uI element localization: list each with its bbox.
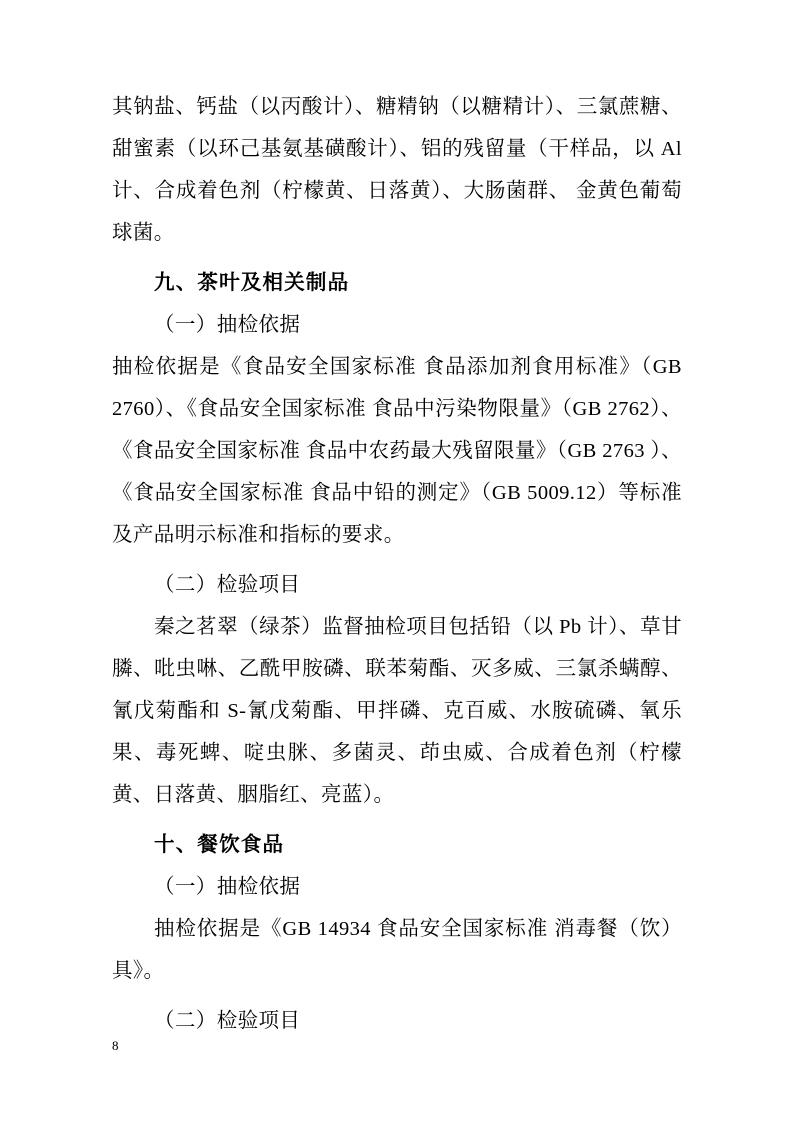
section-heading-catering: 十、餐饮食品 (154, 834, 285, 856)
subheading-tea-items: （二）检验项目 (154, 574, 301, 596)
paragraph-continuation: 其钠盐、钙盐（以丙酸计）、糖精钠（以糖精计）、三氯蔗糖、甜蜜素（以环己基氨基磺酸计）、铝的残留量（干样品，以 Al 计、合成着色剂（柠檬黄、日落黄）、大肠菌群、 金黄色葡萄球菌。 (112, 96, 682, 244)
paragraph-catering-basis: 抽检依据是《GB 14934 食品安全国家标准 消毒餐（饮）具》。 (112, 918, 682, 982)
paragraph-tea-items: 秦之茗翠（绿茶）监督抽检项目包括铅（以 Pb 计）、草甘膦、吡虫啉、乙酰甲胺磷、联苯菊酯、灭多威、三氯杀螨醇、氰戊菊酯和 S-氰戊菊酯、甲拌磷、克百威、水胺硫磷、氧乐果、毒死蜱、啶虫脒、多菌灵、茚虫威、合成着色剂（柠檬黄、日落黄、胭脂红、亮蓝）。 (112, 616, 682, 806)
paragraph-spacer (112, 254, 682, 262)
subheading-catering-items: （二）检验项目 (154, 1010, 301, 1032)
page-number: 8 (112, 1038, 119, 1053)
subheading-tea-basis: （一）抽检依据 (154, 314, 301, 336)
paragraph-spacer (112, 816, 682, 824)
subheading-catering-basis: （一）抽检依据 (154, 876, 301, 898)
document-body (112, 86, 682, 1042)
paragraph-spacer (112, 992, 682, 1000)
paragraph-spacer (112, 556, 682, 564)
section-heading-tea: 九、茶叶及相关制品 (154, 272, 350, 294)
paragraph-tea-basis: 抽检依据是《食品安全国家标准 食品添加剂食用标准》（GB 2760）、《食品安全国家标准 食品中污染物限量》（GB 2762）、《食品安全国家标准 食品中农药最大残留限量》（GB 2763 ）、《食品安全国家标准 食品中铅的测定》（GB 5009.12）等标准及产品明示标准和指标的要求。 (112, 356, 682, 546)
